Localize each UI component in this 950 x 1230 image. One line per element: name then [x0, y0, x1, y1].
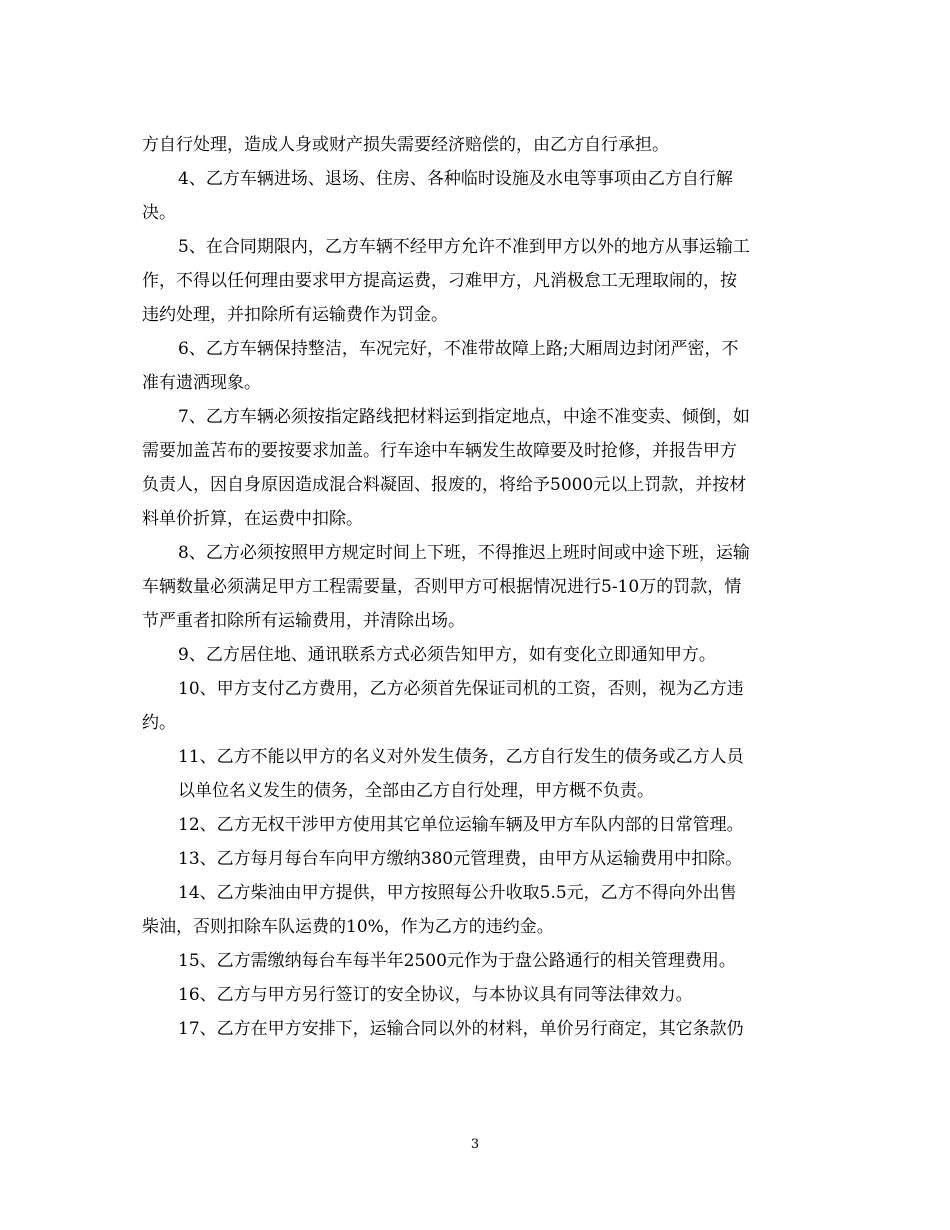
clause-10: 10、甲方支付乙方费用，乙方必须首先保证司机的工资，否则，视为乙方违 — [178, 679, 744, 699]
text-line: 准有遗洒现象。 — [142, 373, 261, 393]
clause-13: 13、乙方每月每台车向甲方缴纳380元管理费，由甲方从运输费用中扣除。 — [178, 849, 743, 869]
clause-11: 11、乙方不能以甲方的名义对外发生债务，乙方自行发生的债务或乙方人员 — [178, 747, 744, 767]
text-line: 柴油，否则扣除车队运费的10%，作为乙方的违约金。 — [142, 917, 554, 937]
text-line: 料单价折算，在运费中扣除。 — [142, 509, 363, 529]
text-line: 负责人，因自身原因造成混合料凝固、报废的，将给予5000元以上罚款，并按材 — [142, 475, 747, 495]
clause-14: 14、乙方柴油由甲方提供，甲方按照每公升收取5.5元，乙方不得向外出售 — [178, 883, 737, 903]
clause-12: 12、乙方无权干涉甲方使用其它单位运输车辆及甲方车队内部的日常管理。 — [178, 815, 744, 835]
text-line: 方自行处理，造成人身或财产损失需要经济赔偿的，由乙方自行承担。 — [142, 135, 669, 155]
clause-17: 17、乙方在甲方安排下，运输合同以外的材料，单价另行商定，其它条款仍 — [178, 1019, 744, 1039]
page-number: 3 — [470, 1137, 480, 1152]
clause-6: 6、乙方车辆保持整洁，车况完好，不准带故障上路;大厢周边封闭严密，不 — [178, 339, 739, 359]
clause-15: 15、乙方需缴纳每台车每半年2500元作为于盘公路通行的相关管理费用。 — [178, 951, 736, 971]
clause-8: 8、乙方必须按照甲方规定时间上下班，不得推迟上班时间或中途下班，运输 — [178, 543, 750, 563]
text-line: 车辆数量必须满足甲方工程需要量，否则甲方可根据情况进行5-10万的罚款，情 — [142, 577, 742, 597]
text-line: 约。 — [142, 713, 176, 733]
text-line: 决。 — [142, 203, 176, 223]
text-line: 节严重者扣除所有运输费用，并清除出场。 — [142, 611, 465, 631]
text-line: 以单位名义发生的债务，全部由乙方自行处理，甲方概不负责。 — [178, 781, 654, 801]
clause-5: 5、在合同期限内，乙方车辆不经甲方允许不准到甲方以外的地方从事运输工 — [178, 237, 750, 257]
clause-7: 7、乙方车辆必须按指定路线把材料运到指定地点，中途不准变卖、倾倒，如 — [178, 407, 750, 427]
document-body — [142, 128, 802, 1046]
clause-4: 4、乙方车辆进场、退场、住房、各种临时设施及水电等事项由乙方自行解 — [178, 169, 733, 189]
text-line: 作，不得以任何理由要求甲方提高运费，刁难甲方，凡消极怠工无理取闹的，按 — [142, 271, 737, 291]
text-line: 违约处理，并扣除所有运输费作为罚金。 — [142, 305, 448, 325]
clause-16: 16、乙方与甲方另行签订的安全协议，与本协议具有同等法律效力。 — [178, 985, 693, 1005]
clause-9: 9、乙方居住地、通讯联系方式必须告知甲方，如有变化立即通知甲方。 — [178, 645, 716, 665]
text-line: 需要加盖苫布的要按要求加盖。行车途中车辆发生故障要及时抢修，并报告甲方 — [142, 441, 737, 461]
